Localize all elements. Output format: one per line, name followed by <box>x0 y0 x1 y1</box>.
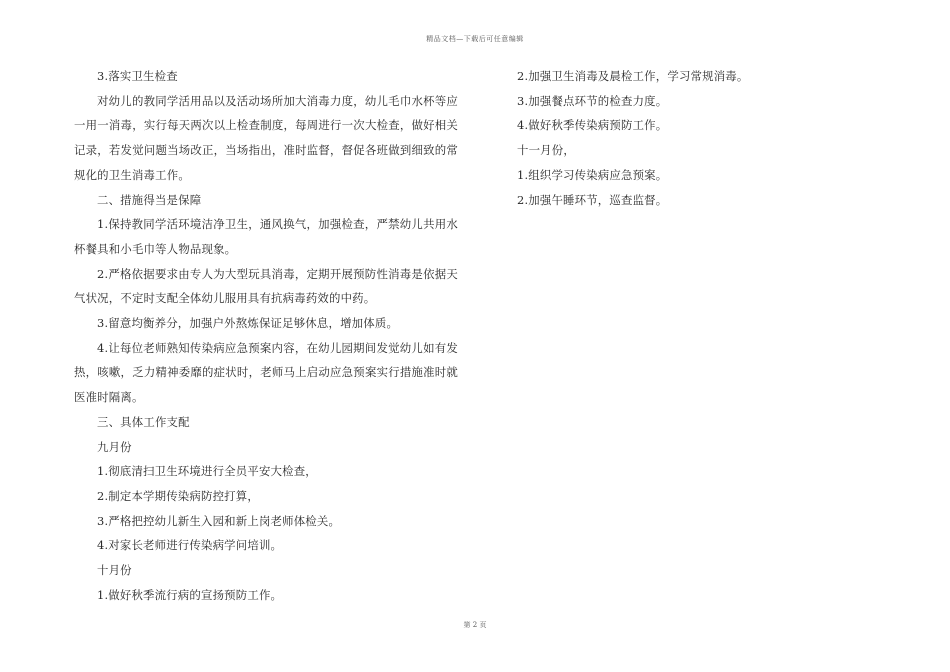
paragraph: 3.落实卫生检查 <box>97 69 178 83</box>
page-header: 精品文档—下载后可任意编辑 <box>426 35 524 43</box>
page-number: 第 2 页 <box>463 621 487 629</box>
list-item: 1.组织学习传染病应急预案。 <box>517 167 668 182</box>
list-item: 4.做好秋季传染病预防工作。 <box>517 118 668 133</box>
paragraph: 3.留意均衡养分，加强户外熬炼保证足够休息，增加体质。 <box>97 316 399 331</box>
paragraph: 对幼儿的教同学活用品以及活动场所加大消毒力度，幼儿毛巾水杯等应一用一消毒，实行每天两次以上检查制度，每周进行一次大检查，做好相关记录，若发觉问题当场改正，当场指出，准时监督，督促各班做到细致的常规化的卫生消毒工作。 <box>74 93 458 182</box>
section-heading: 二、措施得当是保障 <box>97 192 202 207</box>
list-item: 2.加强午睡环节，巡查监督。 <box>517 192 668 207</box>
list-item: 3.加强餐点环节的检查力度。 <box>517 93 668 108</box>
paragraph: 2.严格依据要求由专人为大型玩具消毒，定期开展预防性消毒是依据天气状况，不定时支配全体幼儿服用具有抗病毒药效的中药。 <box>74 266 458 306</box>
list-item: 4.对家长老师进行传染病学问培训。 <box>97 538 283 553</box>
left-column <box>74 64 458 607</box>
list-item: 2.加强卫生消毒及晨检工作，学习常规消毒。 <box>517 69 749 83</box>
list-item: 1.做好秋季流行病的宣扬预防工作。 <box>97 587 283 602</box>
list-item: 3.严格把控幼儿新生入园和新上岗老师体检关。 <box>97 513 341 528</box>
month-heading: 十月份 <box>97 563 132 578</box>
month-heading: 九月份 <box>97 439 132 454</box>
section-heading: 三、具体工作支配 <box>97 414 190 429</box>
paragraph: 1.保持教同学活环境洁净卫生，通风换气，加强检查，严禁幼儿共用水杯餐具和小毛巾等人物品现象。 <box>74 217 458 256</box>
right-column <box>494 64 878 212</box>
list-item: 2.制定本学期传染病防控打算， <box>97 488 259 503</box>
month-heading: 十一月份， <box>517 143 575 158</box>
list-item: 1.彻底清扫卫生环境进行全员平安大检查， <box>97 464 317 479</box>
paragraph: 4.让每位老师熟知传染病应急预案内容，在幼儿园期间发觉幼儿如有发热，咳嗽，乏力精神委靡的症状时，老师马上启动应急预案实行措施准时就医准时隔离。 <box>74 340 458 405</box>
